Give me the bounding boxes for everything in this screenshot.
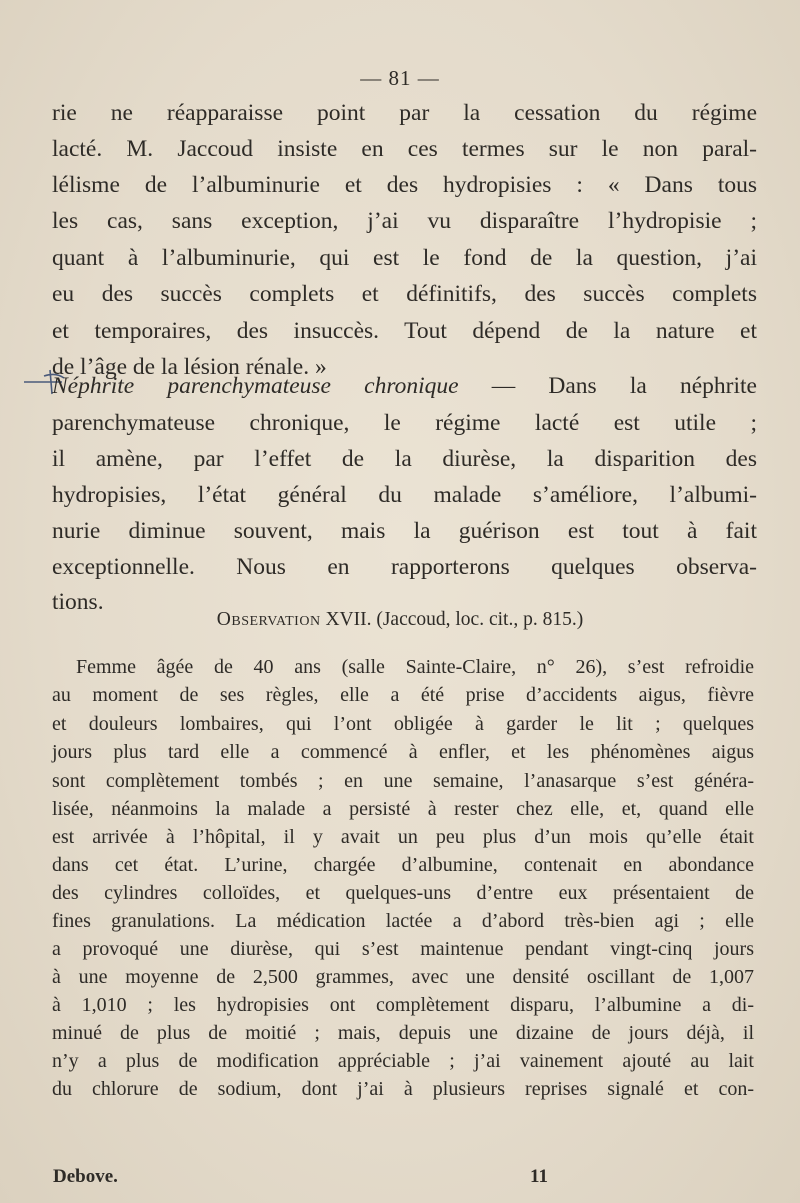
- text-line: n’y a plus de modification appréciable ; j’ai vainement ajouté au lait: [52, 1050, 754, 1072]
- text-line: minué de plus de moitié ; mais, depuis une dizaine de jours déjà, il: [52, 1022, 754, 1044]
- text-line: à 1,010 ; les hydropisies ont complètement disparu, l’albumine a di-: [52, 994, 754, 1016]
- text-line: des cylindres colloïdes, et quelques-uns d’entre eux présentaient de: [52, 882, 754, 904]
- text-line: les cas, sans exception, j’ai vu disparaître l’hydropisie ;: [52, 208, 757, 234]
- observation-title: [0, 609, 800, 631]
- text-line: rie ne réapparaisse point par la cessation du régime: [52, 100, 757, 126]
- page-number: — 81 —: [360, 66, 440, 90]
- text-line: est arrivée à l’hôpital, il y avait un peu plus d’un mois qu’elle était: [52, 826, 754, 848]
- text-line: du chlorure de sodium, dont j’ai à plusieurs reprises signalé et con-: [52, 1078, 754, 1100]
- text-line: lélisme de l’albuminurie et des hydropisies : « Dans tous: [52, 172, 757, 198]
- text-line: sont complètement tombés ; en une semaine, l’anasarque s’est généra-: [52, 770, 754, 792]
- text-line: a provoqué une diurèse, qui s’est maintenue pendant vingt-cinq jours: [52, 938, 754, 960]
- text-line: il amène, par l’effet de la diurèse, la disparition des: [52, 446, 757, 472]
- heading-continuation: — Dans la néphrite: [458, 373, 757, 399]
- text-line: à une moyenne de 2,500 grammes, avec une densité oscillant de 1,007: [52, 966, 754, 988]
- paragraph-heading-line: [52, 373, 757, 400]
- text-line: fines granulations. La médication lactée a d’abord très-bien agi ; elle: [52, 910, 754, 932]
- observation-label: Observation: [216, 609, 321, 630]
- text-line: dans cet état. L’urine, chargée d’albumine, contenait en abondance: [52, 854, 754, 876]
- text-line: et temporaires, des insuccès. Tout dépend de la nature et: [52, 318, 757, 344]
- observation-source: (Jaccoud, loc. cit., p. 815.): [371, 609, 584, 630]
- footer-author: Debove.: [53, 1166, 118, 1187]
- text-line: eu des succès complets et définitifs, des succès complets: [52, 281, 757, 307]
- observation-number: XVII.: [320, 609, 372, 630]
- text-line: nurie diminue souvent, mais la guérison est tout à fait: [52, 518, 757, 544]
- text-line: Femme âgée de 40 ans (salle Sainte-Claire, n° 26), s’est refroidie: [76, 656, 754, 678]
- text-line: de l’âge de la lésion rénale. »: [52, 354, 327, 380]
- text-line: quant à l’albuminurie, qui est le fond de la question, j’ai: [52, 245, 757, 271]
- section-heading: Néphrite parenchymateuse chronique: [52, 373, 459, 399]
- text-line: jours plus tard elle a commencé à enfler, et les phénomènes aigus: [52, 741, 754, 763]
- text-line: au moment de ses règles, elle a été prise d’accidents aigus, fièvre: [52, 684, 754, 706]
- text-line: lisée, néanmoins la malade a persisté à rester chez elle, et, quand elle: [52, 798, 754, 820]
- text-line: hydropisies, l’état général du malade s’améliore, l’albumi-: [52, 482, 757, 508]
- text-line: lacté. M. Jaccoud insiste en ces termes sur le non paral-: [52, 136, 757, 162]
- footer-signature: 11: [530, 1166, 548, 1187]
- text-line: tions.: [52, 589, 104, 615]
- text-line: exceptionnelle. Nous en rapporterons quelques observa-: [52, 554, 757, 580]
- text-line: parenchymateuse chronique, le régime lacté est utile ;: [52, 410, 757, 436]
- text-line: et douleurs lombaires, qui l’ont obligée à garder le lit ; quelques: [52, 713, 754, 735]
